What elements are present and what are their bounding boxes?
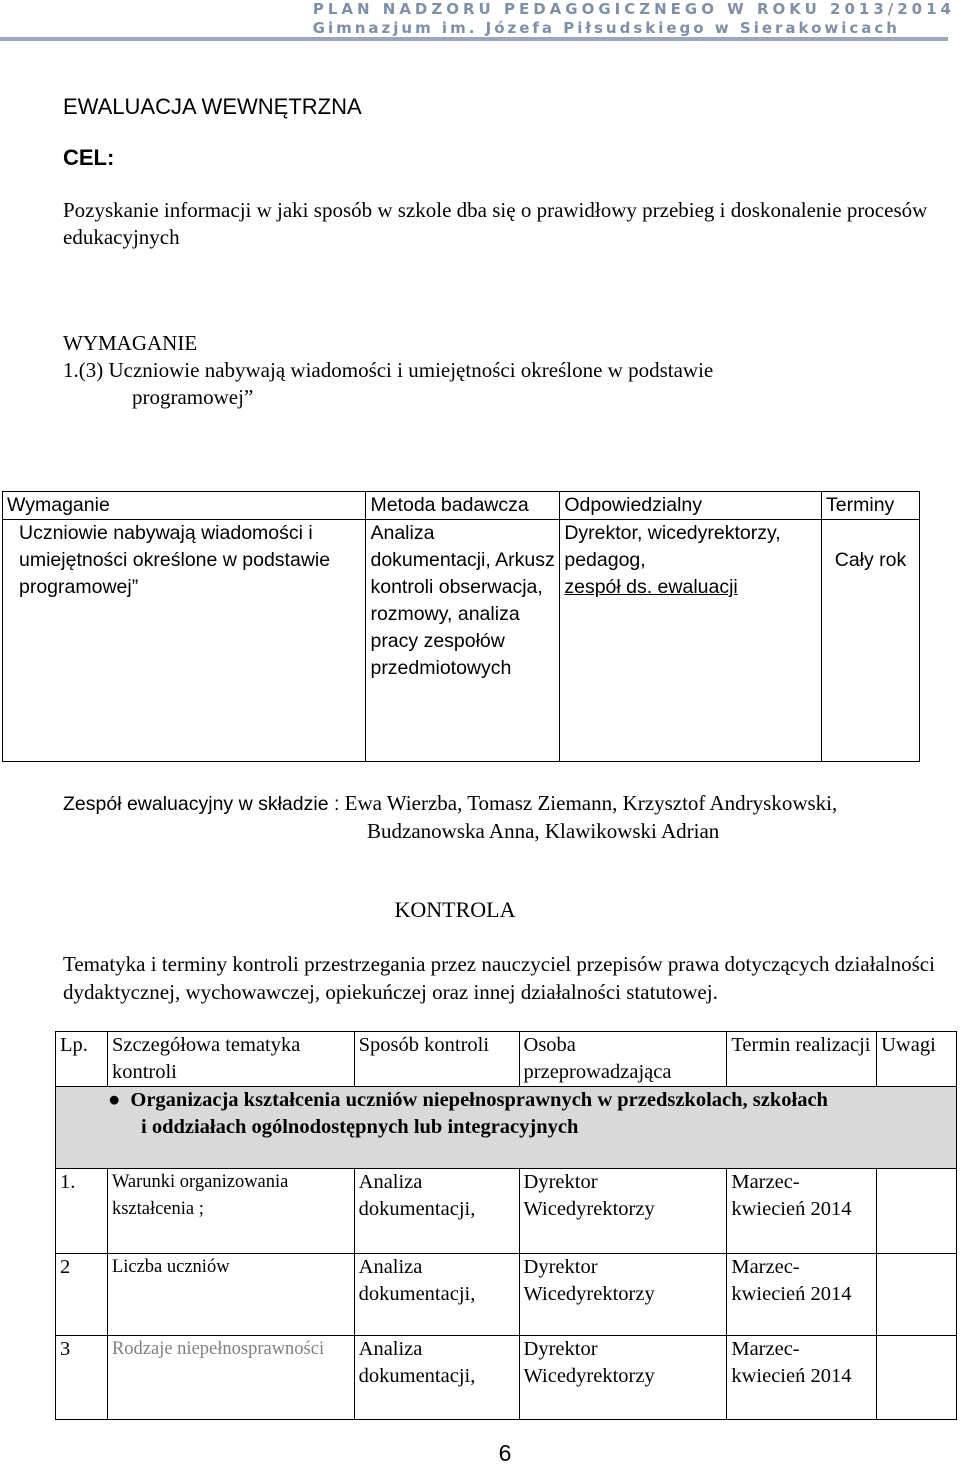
header-school-name: Gimnazjum im. Józefa Piłsudskiego w Sierakowicach <box>312 19 900 37</box>
col-header-metoda: Metoda badawcza <box>366 492 560 520</box>
requirements-table-row <box>3 520 920 762</box>
row-temat: Rodzaje niepełnosprawności <box>107 1336 354 1420</box>
table-row <box>56 1254 957 1336</box>
requirements-table-header <box>3 492 920 520</box>
header-divider <box>0 37 948 41</box>
col-header-odpowiedzialny: Odpowiedzialny <box>560 492 822 520</box>
kontrola-heading: KONTROLA <box>394 897 516 922</box>
row-sposob: Analiza dokumentacji, <box>354 1254 519 1336</box>
wymaganie-text-line2: programowej” <box>132 385 254 409</box>
col-header-termin: Termin realizacji <box>727 1032 877 1087</box>
control-table-header <box>56 1032 957 1087</box>
zespol-block <box>63 790 943 845</box>
odpowiedzialny-names: Dyrektor, wicedyrektorzy, pedagog, <box>564 522 781 571</box>
row-uwagi <box>877 1169 957 1254</box>
row-temat: Liczba uczniów <box>107 1254 354 1336</box>
row-lp: 1. <box>56 1169 108 1254</box>
row-lp: 3 <box>56 1336 108 1420</box>
row-osoba: Dyrektor Wicedyrektorzy <box>519 1336 727 1420</box>
section-title-text1: Organizacja kształcenia uczniów niepełnosprawnych w przedszkolach, szkołach <box>130 1089 828 1111</box>
zespol-members-line2: Budzanowska Anna, Klawikowski Adrian <box>367 819 720 843</box>
cell-odpowiedzialny <box>560 520 822 762</box>
section-row <box>56 1087 957 1169</box>
section-title-line2: i oddziałach ogólnodostępnych lub integracyjnych <box>141 1116 579 1138</box>
row-temat: Warunki organizowania kształcenia ; <box>107 1169 354 1254</box>
row-termin: Marzec-kwiecień 2014 <box>727 1336 877 1420</box>
odpowiedzialny-zespol <box>564 574 817 601</box>
table-row <box>56 1169 957 1254</box>
document-title: EWALUACJA WEWNĘTRZNA <box>63 94 362 119</box>
section-cell <box>56 1087 957 1169</box>
zespol-members-line1: Ewa Wierzba, Tomasz Ziemann, Krzysztof Andryskowski, <box>344 791 838 815</box>
bullet-icon: ● <box>108 1089 121 1111</box>
col-header-lp: Lp. <box>56 1032 108 1087</box>
row-termin: Marzec-kwiecień 2014 <box>727 1254 877 1336</box>
row-sposob: Analiza dokumentacji, <box>354 1336 519 1420</box>
page-number: 6 <box>498 1440 512 1466</box>
section-title-line1 <box>108 1087 952 1114</box>
row-osoba: Dyrektor Wicedyrektorzy <box>519 1169 727 1254</box>
row-sposob: Analiza dokumentacji, <box>354 1169 519 1254</box>
cell-metoda: Analiza dokumentacji, Arkusz kontroli obserwacja, rozmowy, analiza pracy zespołów przedmiotowych <box>366 520 560 762</box>
header-plan-title: PLAN NADZORU PEDAGOGICZNEGO W ROKU 2013/2014 <box>312 0 955 18</box>
row-lp: 2 <box>56 1254 108 1336</box>
row-termin: Marzec-kwiecień 2014 <box>727 1169 877 1254</box>
cel-label: CEL: <box>63 145 115 170</box>
col-header-osoba: Osoba przeprowadzająca <box>519 1032 727 1087</box>
col-header-tematyka: Szczegółowa tematyka kontroli <box>107 1032 354 1087</box>
col-header-terminy: Terminy <box>822 492 920 520</box>
col-header-wymaganie: Wymaganie <box>3 492 366 520</box>
col-header-uwagi: Uwagi <box>877 1032 957 1087</box>
cel-text: Pozyskanie informacji w jaki sposób w szkole dba się o prawidłowy przebieg i doskonalenie procesów edukacyjnych <box>63 198 928 249</box>
cell-terminy: Cały rok <box>822 520 920 762</box>
tematyka-text: Tematyka i terminy kontroli przestrzegania przez nauczyciel przepisów prawa dotyczących działalności dydaktycznej, wychowawczej, opiekuńczej oraz innej działalności statutowej. <box>63 952 935 1004</box>
control-table <box>55 1031 957 1420</box>
wymaganie-text-line1: 1.(3) Uczniowie nabywają wiadomości i umiejętności określone w podstawie <box>63 358 714 382</box>
row-uwagi <box>877 1336 957 1420</box>
wymaganie-label: WYMAGANIE <box>63 331 198 355</box>
wymaganie-block <box>63 330 883 411</box>
cell-wymaganie: Uczniowie nabywają wiadomości i umiejętności określone w podstawie programowej” <box>3 520 366 762</box>
table-row <box>56 1336 957 1420</box>
row-uwagi <box>877 1254 957 1336</box>
col-header-sposob: Sposób kontroli <box>354 1032 519 1087</box>
row-osoba: Dyrektor Wicedyrektorzy <box>519 1254 727 1336</box>
requirements-table <box>2 491 920 762</box>
zespol-label: Zespół ewaluacyjny w składzie : <box>63 793 340 815</box>
odpowiedzialny-zespol-text: zespół ds. ewaluacji <box>564 576 738 598</box>
